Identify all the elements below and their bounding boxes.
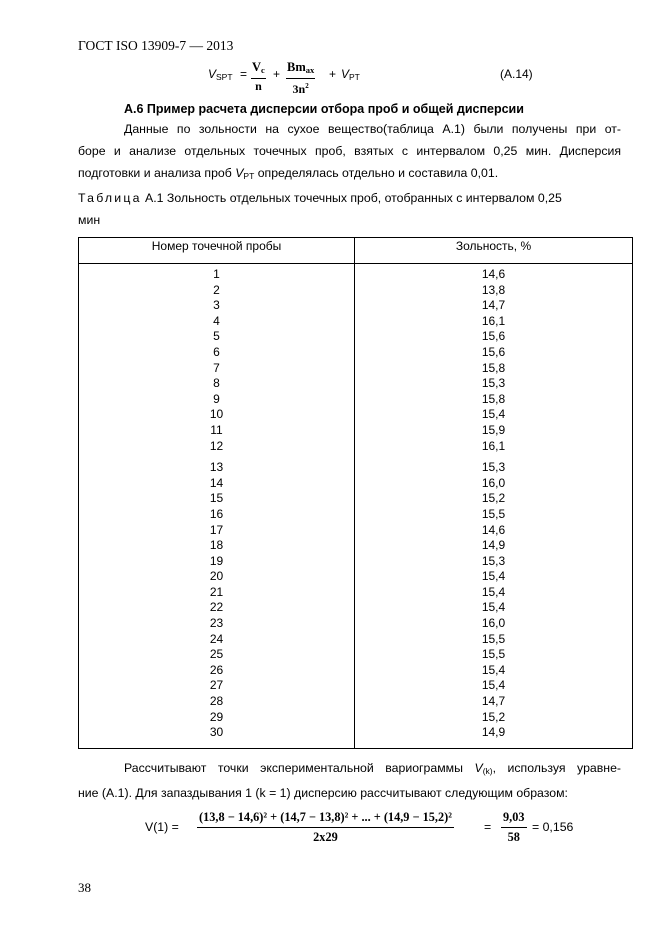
cell-ash-content: 15,4 — [355, 678, 633, 694]
cell-sample-number: 28 — [79, 694, 355, 710]
cell-sample-number: 15 — [79, 491, 355, 507]
table-row — [79, 423, 633, 439]
cell-sample-number: 4 — [79, 314, 355, 330]
table-row — [79, 314, 633, 330]
eq-a14-fraction-1: $\frac{V_c}{n}$ — [252, 60, 265, 93]
table-row — [79, 476, 633, 492]
table-header-row — [79, 238, 633, 264]
cell-sample-number: 14 — [79, 476, 355, 492]
eq-v1-equals: = — [484, 820, 492, 834]
table-row — [79, 454, 633, 476]
table-row — [79, 298, 633, 314]
eq-v1-result: = 0,156 — [532, 820, 574, 834]
cell-sample-number: 6 — [79, 345, 355, 361]
cell-sample-number: 18 — [79, 538, 355, 554]
table-row — [79, 725, 633, 748]
table-row — [79, 407, 633, 423]
cell-sample-number: 7 — [79, 361, 355, 377]
eq-v1-lhs: V(1) = — [145, 820, 179, 834]
eq-a14-lhs: $V_{SPT}$ — [208, 67, 233, 82]
column-header-sample-number: Номер точечной пробы — [79, 238, 355, 264]
eq-a14-plus-1: + — [273, 67, 281, 81]
cell-sample-number: 21 — [79, 585, 355, 601]
cell-ash-content: 16,1 — [355, 439, 633, 455]
page-number: 38 — [78, 880, 91, 895]
table-row — [79, 345, 633, 361]
paragraph-line: Рассчитывают точки экспериментальной вариограммы $V_{(k)}$, используя уравне- — [124, 761, 621, 776]
section-heading: А.6 Пример расчета дисперсии отбора проб и общей дисперсии — [124, 102, 524, 116]
cell-sample-number: 2 — [79, 283, 355, 299]
table-row — [79, 710, 633, 726]
equation-number: (А.14) — [500, 67, 533, 81]
paragraph-line: ние (А.1). Для запаздывания 1 (k = 1) дисперсию рассчитывают следующим образом: — [78, 786, 568, 800]
table-row — [79, 678, 633, 694]
eq-v1-denominator: 2x29 — [313, 830, 338, 844]
cell-ash-content: 15,5 — [355, 507, 633, 523]
cell-sample-number: 26 — [79, 663, 355, 679]
cell-ash-content: 15,9 — [355, 423, 633, 439]
cell-sample-number: 12 — [79, 439, 355, 455]
table-caption-text-cont: мин — [78, 213, 101, 227]
eq-v1-numerator: (13,8 − 14,6)² + (14,7 − 13,8)² + ... + (14,9 − 15,2)² — [197, 808, 454, 828]
table-row — [79, 616, 633, 632]
cell-sample-number: 17 — [79, 523, 355, 539]
table-row — [79, 392, 633, 408]
table-row — [79, 283, 633, 299]
cell-ash-content: 15,4 — [355, 407, 633, 423]
paragraph-sampling-data — [78, 118, 621, 187]
cell-ash-content: 15,4 — [355, 600, 633, 616]
eq-a14-plus-2: + — [329, 67, 337, 81]
cell-sample-number: 9 — [79, 392, 355, 408]
cell-sample-number: 11 — [79, 423, 355, 439]
table-row — [79, 585, 633, 601]
cell-ash-content: 15,4 — [355, 663, 633, 679]
eq-a14-equals: = — [240, 67, 248, 81]
cell-sample-number: 13 — [79, 454, 355, 476]
cell-ash-content: 15,8 — [355, 392, 633, 408]
cell-ash-content: 15,2 — [355, 710, 633, 726]
cell-ash-content: 15,5 — [355, 647, 633, 663]
paragraph-line: Данные по зольности на сухое вещество(таблица А.1) были получены при от- — [124, 122, 621, 136]
table-row — [79, 361, 633, 377]
eq-a14-vpt: $V_{PT}$ — [341, 67, 360, 82]
cell-sample-number: 10 — [79, 407, 355, 423]
cell-ash-content: 15,8 — [355, 361, 633, 377]
table-row — [79, 600, 633, 616]
cell-sample-number: 27 — [79, 678, 355, 694]
paragraph-line: боре и анализе отдельных точечных проб, взятых с интервалом 0,25 мин. Дисперсия — [78, 144, 621, 158]
paragraph-variogram — [78, 757, 621, 804]
cell-sample-number: 5 — [79, 329, 355, 345]
ash-content-table — [78, 237, 633, 749]
cell-sample-number: 29 — [79, 710, 355, 726]
table-row — [79, 329, 633, 345]
table-row — [79, 647, 633, 663]
cell-ash-content: 14,6 — [355, 523, 633, 539]
table-row — [79, 663, 633, 679]
cell-ash-content: 16,0 — [355, 476, 633, 492]
table-row — [79, 538, 633, 554]
cell-ash-content: 15,3 — [355, 554, 633, 570]
table-row — [79, 694, 633, 710]
cell-sample-number: 20 — [79, 569, 355, 585]
cell-ash-content: 15,6 — [355, 329, 633, 345]
table-row — [79, 491, 633, 507]
eq-v1-main-fraction — [197, 808, 454, 846]
table-row — [79, 376, 633, 392]
table-caption — [78, 187, 621, 231]
table-row — [79, 632, 633, 648]
table-caption-label: Таблица — [78, 191, 142, 205]
cell-sample-number: 1 — [79, 264, 355, 283]
cell-sample-number: 19 — [79, 554, 355, 570]
cell-ash-content: 13,8 — [355, 283, 633, 299]
cell-ash-content: 14,9 — [355, 538, 633, 554]
cell-sample-number: 3 — [79, 298, 355, 314]
cell-sample-number: 24 — [79, 632, 355, 648]
eq-v1-simplified-fraction: $\frac{9,03}{58}$ — [503, 810, 525, 844]
cell-sample-number: 22 — [79, 600, 355, 616]
table-row — [79, 507, 633, 523]
cell-ash-content: 15,4 — [355, 585, 633, 601]
cell-ash-content: 15,3 — [355, 376, 633, 392]
cell-sample-number: 30 — [79, 725, 355, 748]
table-row — [79, 523, 633, 539]
cell-sample-number: 23 — [79, 616, 355, 632]
table-row — [79, 554, 633, 570]
cell-ash-content: 14,6 — [355, 264, 633, 283]
table-row — [79, 439, 633, 455]
cell-ash-content: 15,4 — [355, 569, 633, 585]
cell-ash-content: 16,0 — [355, 616, 633, 632]
eq-a14-fraction-2: $Bm_{ax}$ $3n^2$ — [287, 60, 315, 96]
column-header-ash-content: Зольность, % — [355, 238, 633, 264]
cell-sample-number: 8 — [79, 376, 355, 392]
cell-ash-content: 15,6 — [355, 345, 633, 361]
document-header: ГОСТ ISO 13909-7 — 2013 — [78, 38, 234, 53]
table-row — [79, 569, 633, 585]
cell-sample-number: 16 — [79, 507, 355, 523]
cell-ash-content: 14,9 — [355, 725, 633, 748]
table-caption-text: А.1 Зольность отдельных точечных проб, отобранных с интервалом 0,25 — [141, 191, 562, 205]
cell-ash-content: 14,7 — [355, 298, 633, 314]
cell-ash-content: 15,3 — [355, 454, 633, 476]
cell-ash-content: 15,5 — [355, 632, 633, 648]
cell-ash-content: 15,2 — [355, 491, 633, 507]
cell-ash-content: 14,7 — [355, 694, 633, 710]
cell-ash-content: 16,1 — [355, 314, 633, 330]
cell-sample-number: 25 — [79, 647, 355, 663]
paragraph-line: подготовки и анализа проб $V_{PT}$ определялась отдельно и составила 0,01. — [78, 166, 499, 181]
table-row — [79, 264, 633, 283]
